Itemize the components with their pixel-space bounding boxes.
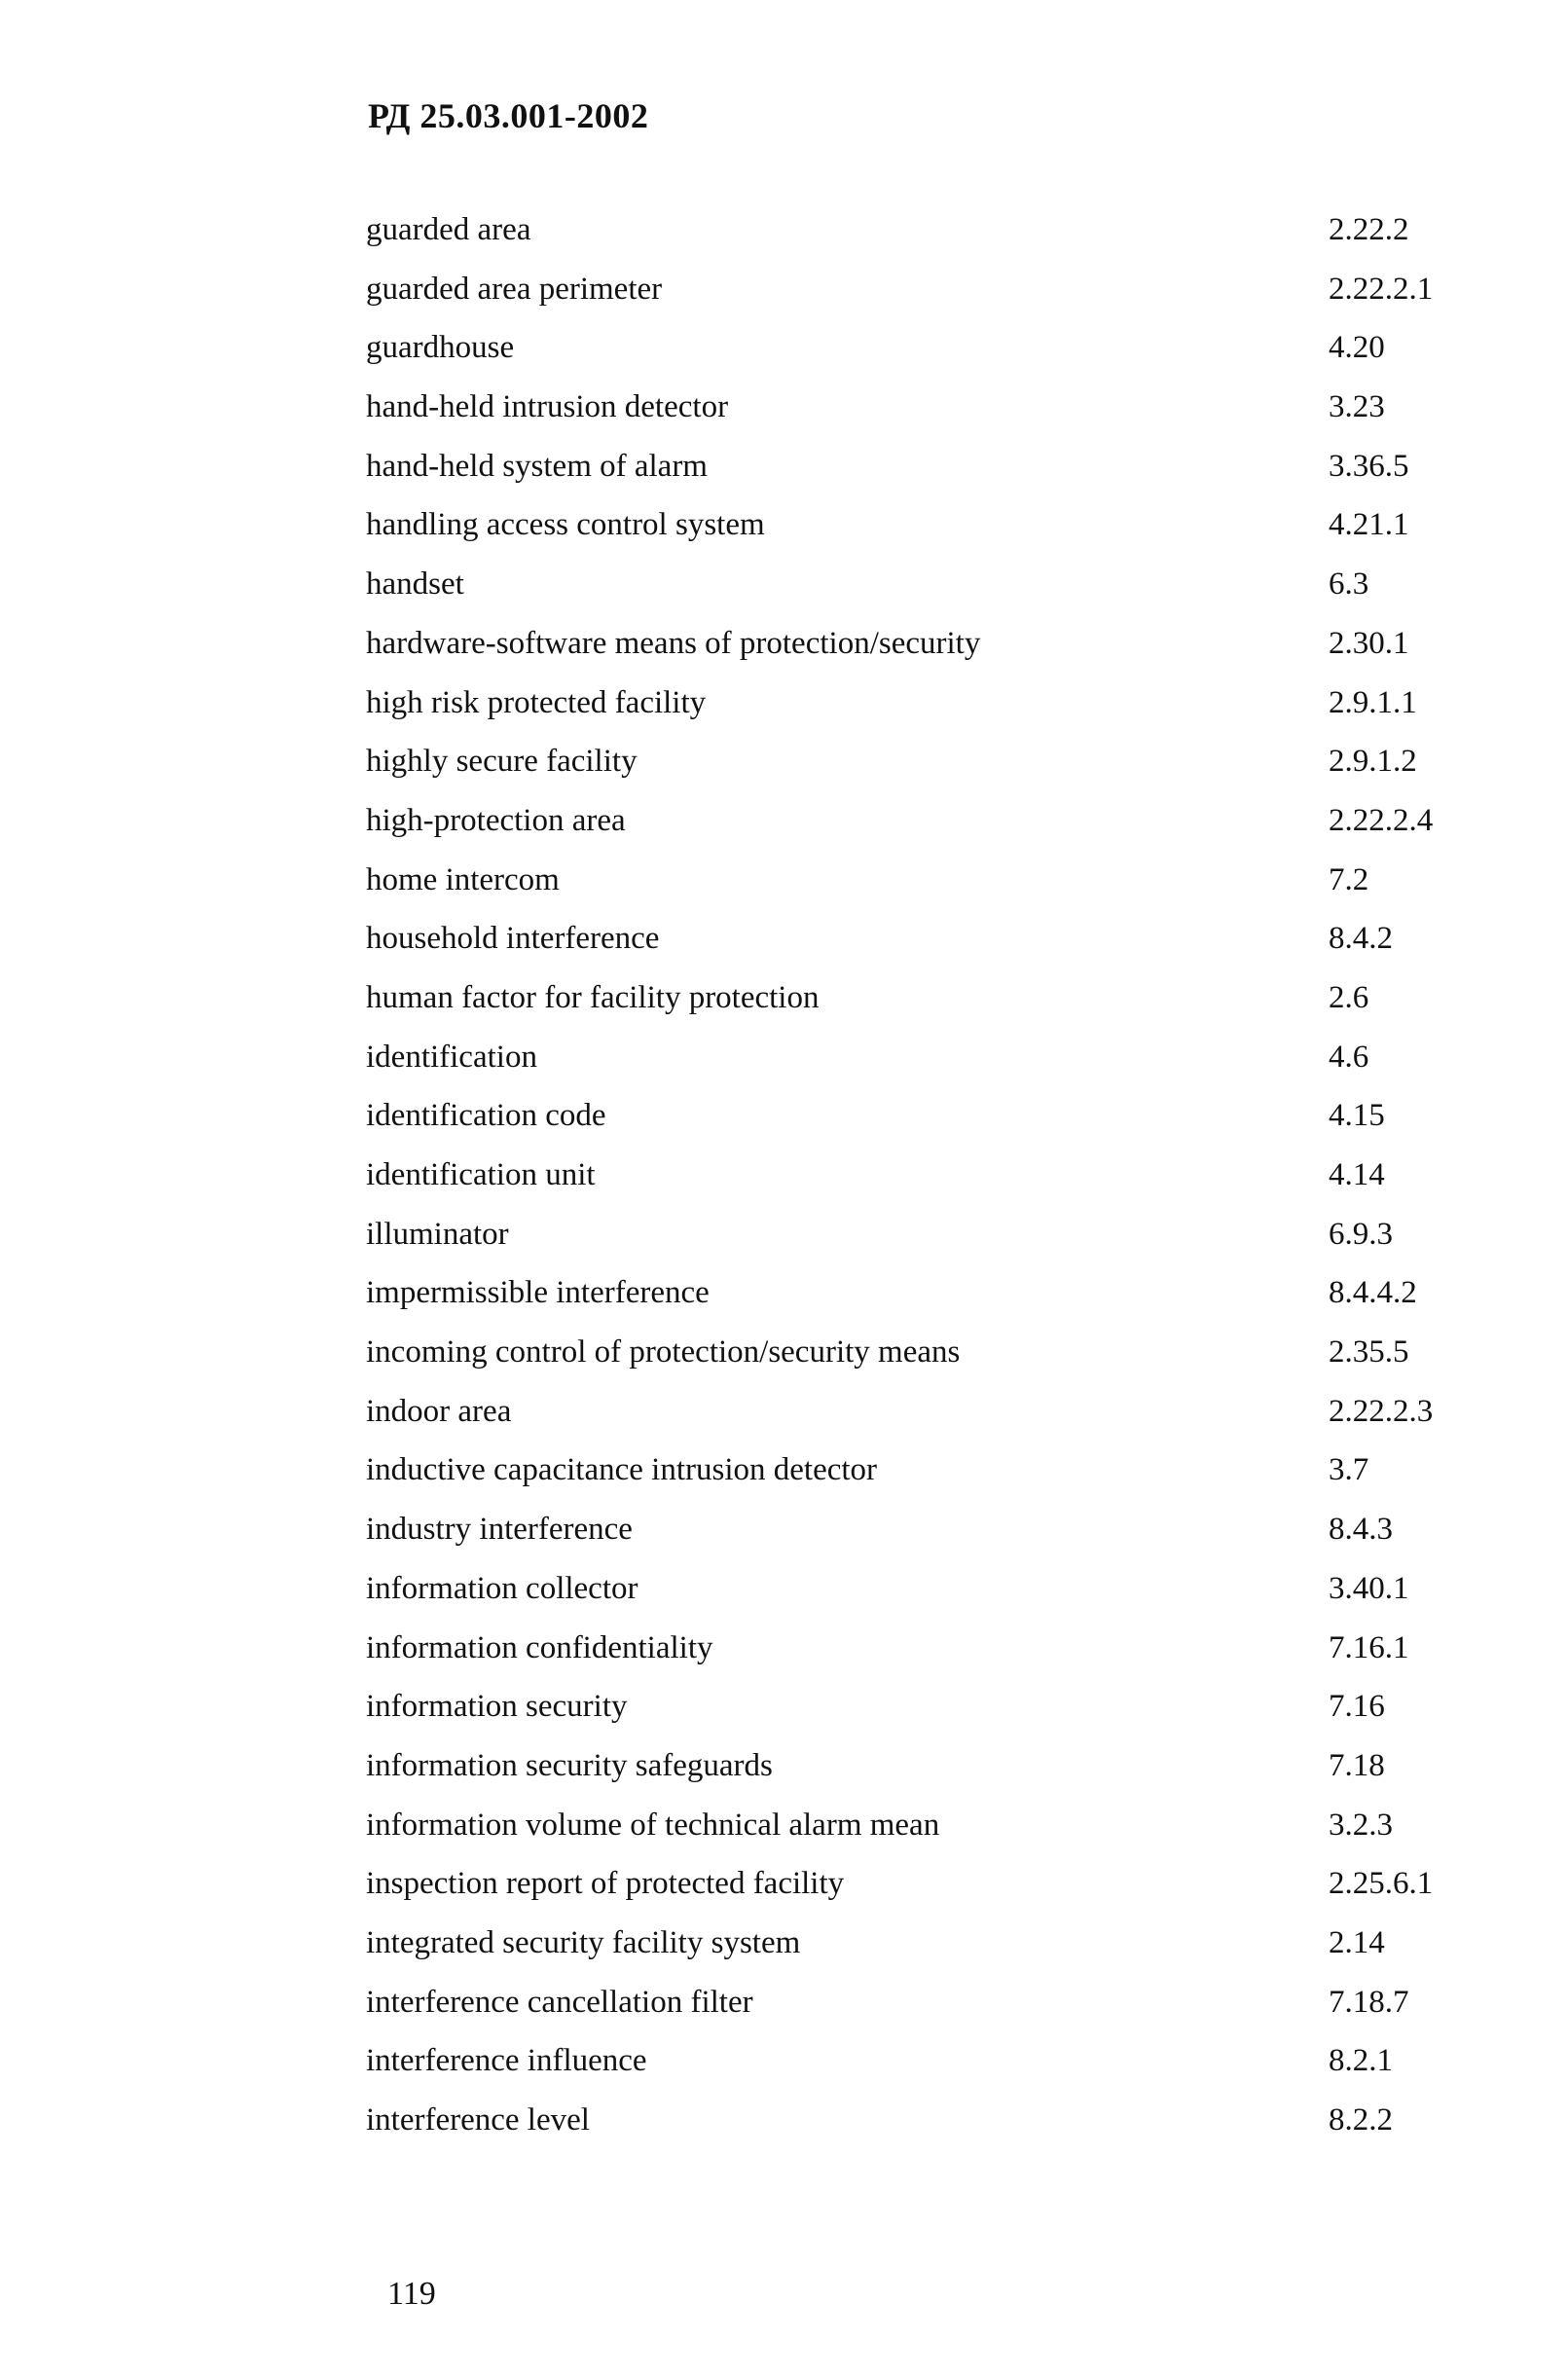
index-entry xyxy=(366,909,1476,968)
index-reference: 3.40.1 xyxy=(1329,1570,1409,1606)
index-reference: 3.2.3 xyxy=(1329,1807,1393,1843)
index-reference: 2.22.2.1 xyxy=(1329,271,1434,307)
index-reference: 2.9.1.2 xyxy=(1329,744,1417,780)
index-entry xyxy=(366,1973,1476,2032)
index-reference: 3.23 xyxy=(1329,389,1385,425)
index-term: inspection report of protected facility xyxy=(366,1866,845,1902)
index-entry xyxy=(366,1146,1476,1205)
index-term: guardhouse xyxy=(366,330,515,366)
index-entry xyxy=(366,851,1476,910)
index-entry xyxy=(366,201,1476,260)
index-entry xyxy=(366,1441,1476,1500)
index-entry xyxy=(366,1500,1476,1559)
index-entry xyxy=(366,1323,1476,1382)
index-term: information security safeguards xyxy=(366,1747,773,1783)
index-reference: 2.22.2.3 xyxy=(1329,1393,1434,1429)
index-entry xyxy=(366,1263,1476,1323)
index-list xyxy=(366,201,1476,2150)
index-term: incoming control of protection/security means xyxy=(366,1334,961,1370)
index-term: human factor for facility protection xyxy=(366,979,820,1015)
index-term: impermissible interference xyxy=(366,1275,710,1311)
page-number: 119 xyxy=(387,2276,436,2312)
index-entry xyxy=(366,2031,1476,2091)
index-entry xyxy=(366,791,1476,851)
index-entry xyxy=(366,1028,1476,1087)
index-entry xyxy=(366,1382,1476,1442)
index-term: information confidentiality xyxy=(366,1629,713,1665)
index-reference: 2.25.6.1 xyxy=(1329,1866,1434,1902)
index-entry xyxy=(366,1205,1476,1264)
index-entry xyxy=(366,1619,1476,1678)
index-reference: 7.2 xyxy=(1329,861,1369,897)
index-entry xyxy=(366,1677,1476,1736)
index-reference: 8.4.2 xyxy=(1329,921,1393,957)
index-entry xyxy=(366,614,1476,674)
index-entry xyxy=(366,495,1476,555)
index-term: information collector xyxy=(366,1570,638,1606)
index-term: handling access control system xyxy=(366,507,765,543)
index-term: hand-held system of alarm xyxy=(366,448,708,484)
index-reference: 2.30.1 xyxy=(1329,625,1409,661)
index-reference: 2.35.5 xyxy=(1329,1334,1409,1370)
index-term: information volume of technical alarm mean xyxy=(366,1807,940,1843)
page-header: РД 25.03.001-2002 xyxy=(368,96,649,135)
index-term: inductive capacitance intrusion detector xyxy=(366,1452,878,1488)
index-entry xyxy=(366,555,1476,614)
index-term: home intercom xyxy=(366,861,560,897)
index-reference: 7.18.7 xyxy=(1329,1984,1409,2020)
index-reference: 2.9.1.1 xyxy=(1329,684,1417,720)
index-entry xyxy=(366,1914,1476,1973)
index-reference: 3.7 xyxy=(1329,1452,1369,1488)
index-entry xyxy=(366,968,1476,1028)
index-reference: 8.2.1 xyxy=(1329,2043,1393,2079)
index-term: handset xyxy=(366,566,464,603)
index-reference: 4.6 xyxy=(1329,1039,1369,1075)
index-term: indoor area xyxy=(366,1393,512,1429)
index-entry xyxy=(366,1086,1476,1146)
index-entry xyxy=(366,378,1476,437)
index-reference: 7.16.1 xyxy=(1329,1629,1409,1665)
index-entry xyxy=(366,674,1476,733)
index-reference: 4.21.1 xyxy=(1329,507,1409,543)
index-reference: 4.15 xyxy=(1329,1098,1385,1134)
index-reference: 6.3 xyxy=(1329,566,1369,603)
index-term: illuminator xyxy=(366,1216,509,1252)
index-term: information security xyxy=(366,1689,628,1725)
index-entry xyxy=(366,1854,1476,1914)
index-reference: 8.4.4.2 xyxy=(1329,1275,1417,1311)
index-term: household interference xyxy=(366,921,660,957)
index-reference: 8.2.2 xyxy=(1329,2102,1393,2138)
index-entry xyxy=(366,318,1476,378)
index-reference: 4.20 xyxy=(1329,330,1385,366)
index-term: hand-held intrusion detector xyxy=(366,389,729,425)
index-term: high risk protected facility xyxy=(366,684,707,720)
index-entry xyxy=(366,732,1476,791)
index-reference: 6.9.3 xyxy=(1329,1216,1393,1252)
index-reference: 7.18 xyxy=(1329,1747,1385,1783)
index-term: identification xyxy=(366,1039,537,1075)
index-term: identification code xyxy=(366,1098,606,1134)
index-term: integrated security facility system xyxy=(366,1924,801,1960)
index-reference: 3.36.5 xyxy=(1329,448,1409,484)
index-reference: 2.22.2.4 xyxy=(1329,802,1434,838)
index-term: interference cancellation filter xyxy=(366,1984,753,2020)
index-term: industry interference xyxy=(366,1512,633,1548)
index-term: guarded area perimeter xyxy=(366,271,663,307)
index-term: guarded area xyxy=(366,212,531,247)
index-reference: 2.6 xyxy=(1329,979,1369,1015)
index-term: hardware-software means of protection/security xyxy=(366,625,981,661)
index-entry xyxy=(366,1559,1476,1619)
index-term: highly secure facility xyxy=(366,744,638,780)
index-reference: 7.16 xyxy=(1329,1689,1385,1725)
index-entry xyxy=(366,2091,1476,2150)
index-term: identification unit xyxy=(366,1157,596,1192)
index-term: interference influence xyxy=(366,2043,647,2079)
index-entry xyxy=(366,437,1476,496)
index-entry xyxy=(366,1736,1476,1796)
index-reference: 2.22.2 xyxy=(1329,212,1409,247)
index-reference: 8.4.3 xyxy=(1329,1512,1393,1548)
index-reference: 2.14 xyxy=(1329,1924,1385,1960)
index-term: high-protection area xyxy=(366,802,626,838)
index-entry xyxy=(366,260,1476,319)
index-reference: 4.14 xyxy=(1329,1157,1385,1192)
index-entry xyxy=(366,1796,1476,1855)
index-term: interference level xyxy=(366,2102,590,2138)
